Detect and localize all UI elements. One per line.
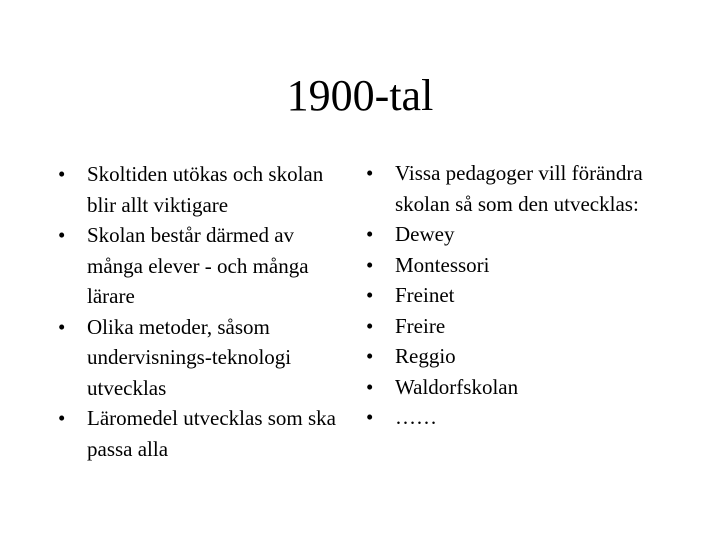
- left-bullet-list: [58, 159, 348, 464]
- bullet-marker: •: [366, 313, 374, 338]
- bullet-text: Läromedel utvecklas som ska passa alla: [87, 406, 337, 461]
- bullet-item: [366, 250, 666, 281]
- bullet-item: [366, 402, 666, 433]
- bullet-text: Montessori: [395, 252, 490, 277]
- bullet-marker: •: [366, 405, 374, 429]
- bullet-text: Waldorfskolan: [395, 374, 519, 399]
- bullet-item: [366, 158, 666, 219]
- bullet-text: Freinet: [395, 283, 455, 307]
- bullet-marker: •: [58, 314, 66, 339]
- bullet-marker: •: [366, 374, 374, 399]
- bullet-text: ……: [395, 405, 437, 429]
- right-bullet-list: [366, 158, 666, 433]
- bullet-item: [366, 280, 666, 311]
- bullet-item: [58, 312, 348, 404]
- bullet-item: [366, 372, 666, 403]
- bullet-item: [366, 219, 666, 250]
- bullet-marker: •: [58, 223, 66, 247]
- bullet-text: Freire: [395, 313, 446, 338]
- bullet-text: Skolan består därmed av många elever - och många lärare: [87, 223, 309, 308]
- bullet-item: [366, 341, 666, 372]
- bullet-marker: •: [366, 222, 374, 246]
- bullet-marker: •: [366, 344, 374, 368]
- bullet-item: [58, 220, 348, 312]
- bullet-text: Reggio: [395, 344, 456, 368]
- bullet-item: [58, 159, 348, 220]
- bullet-text: Vissa pedagoger vill förändra skolan så som den utvecklas:: [395, 161, 643, 216]
- bullet-item: [366, 311, 666, 342]
- slide-title: 1900-tal: [286, 71, 434, 120]
- bullet-marker: •: [366, 252, 374, 277]
- bullet-text: Olika metoder, såsom undervisnings-teknologi utvecklas: [87, 314, 292, 400]
- bullet-item: [58, 403, 348, 464]
- bullet-text: Dewey: [395, 222, 455, 246]
- bullet-marker: •: [366, 283, 374, 307]
- bullet-marker: •: [58, 162, 66, 186]
- bullet-text: Skoltiden utökas och skolan blir allt viktigare: [87, 162, 324, 217]
- bullet-marker: •: [366, 161, 374, 185]
- bullet-marker: •: [58, 406, 66, 430]
